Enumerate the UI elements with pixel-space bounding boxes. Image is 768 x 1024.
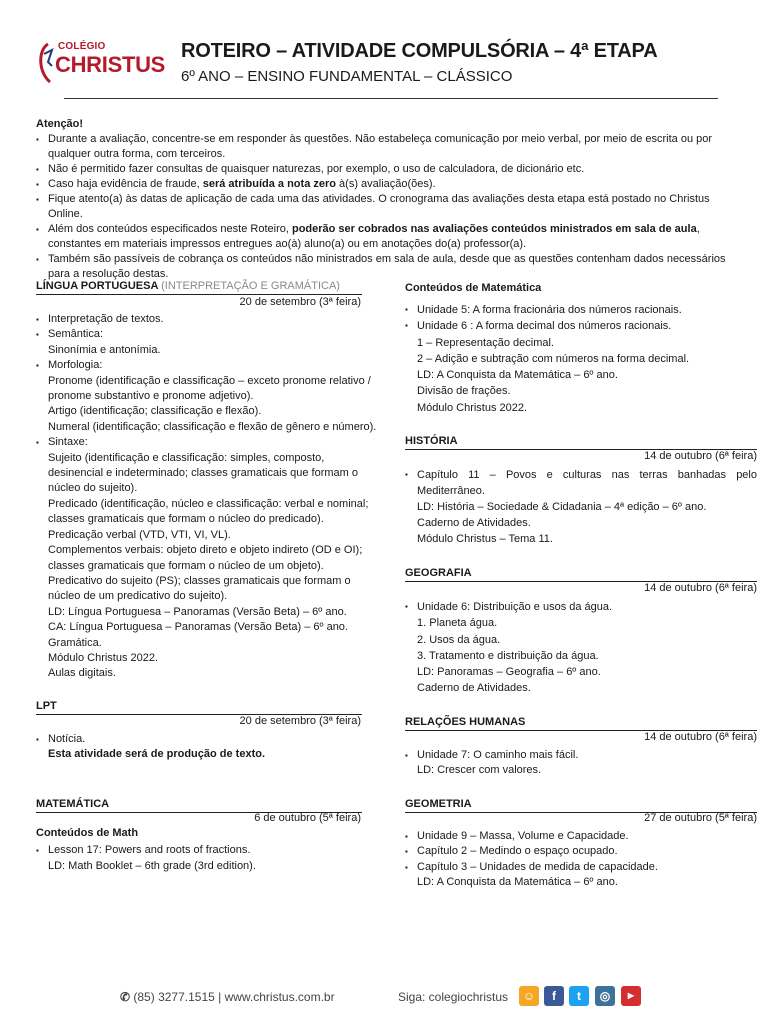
- list-item: ▪ Semântica:: [36, 327, 382, 342]
- list-item: ▪ Morfologia:: [36, 358, 382, 373]
- list-line: Divisão de frações.: [417, 385, 511, 398]
- list-item: ▪ Notícia.: [36, 732, 382, 747]
- section-date: 20 de setembro (3ª feira): [239, 715, 361, 727]
- youtube-icon[interactable]: ▶: [621, 986, 641, 1006]
- footer-phone-text: (85) 3277.1515 | www.christus.com.br: [133, 990, 335, 1004]
- section-date: 14 de outubro (6ª feira): [644, 450, 757, 462]
- list-line: Pronome (identificação e classificação – exceto pronome relativo / pronome substantivo e pronome adjetivo).: [48, 374, 371, 403]
- list-line: LD: História – Sociedade & Cidadania – 4ª edição – 6º ano.: [417, 501, 707, 513]
- lpt-content: [36, 732, 382, 763]
- attention-item: ▪ Durante a avaliação, concentre-se em responder às questões. Não estabeleça comunicação por meio verbal, por meio de escrita ou por qualquer outra forma, com terceiros.: [36, 132, 736, 162]
- section-lpt-title: LPT: [36, 700, 57, 712]
- list-item: ▪ Unidade 6 : A forma decimal dos números racionais.: [405, 318, 745, 334]
- list-item: ▪ Interpretação de textos.: [36, 312, 382, 327]
- list-line: Caderno de Atividades.: [417, 517, 531, 529]
- list-line: LD: A Conquista da Matemática – 6º ano.: [417, 369, 618, 382]
- snapchat-icon[interactable]: ☺: [519, 986, 539, 1006]
- list-item: ▪ Capítulo 3 – Unidades de medida de capacidade.: [405, 860, 757, 875]
- geometria-content: [405, 829, 757, 891]
- footer-follow: Siga: colegiochristus: [398, 990, 509, 1004]
- list-line: Módulo Christus 2022.: [48, 651, 159, 664]
- attention-heading: Atenção!: [36, 118, 84, 130]
- list-line: Sinonímia e antonímia.: [48, 343, 161, 356]
- list-line: 1. Planeta água.: [417, 617, 498, 630]
- list-line: LD: Crescer com valores.: [417, 764, 542, 777]
- geografia-content: [405, 599, 757, 697]
- section-date: 27 de outubro (5ª feira): [644, 812, 757, 824]
- attention-item: ▪ Não é permitido fazer consultas de quaisquer naturezas, por exemplo, o uso de calculadora, de dicionário etc.: [36, 162, 736, 177]
- section-geografia-title: GEOGRAFIA: [405, 567, 472, 579]
- list-line: Esta atividade será de produção de texto.: [48, 748, 266, 761]
- list-item: ▪ Sintaxe:: [36, 435, 382, 450]
- list-line: Módulo Christus 2022.: [417, 401, 528, 414]
- logo-name: CHRISTUS: [55, 52, 166, 77]
- footer-contact: [120, 990, 335, 1004]
- list-line: 3. Tratamento e distribuição da água.: [417, 649, 599, 662]
- section-date: 14 de outubro (6ª feira): [644, 582, 757, 594]
- attention-block: [36, 117, 736, 282]
- section-cont-mat-title: Conteúdos de Matemática: [405, 282, 542, 294]
- list-line: Aulas digitais.: [48, 667, 116, 680]
- instagram-icon[interactable]: ◎: [595, 986, 615, 1006]
- list-line: Predicação verbal (VTD, VTI, VI, VL).: [48, 528, 231, 541]
- list-line: Predicativo do sujeito (PS); classes gramaticais que formam o núcleo de um predicativo do sujeito).: [48, 574, 351, 603]
- list-item: ▪ Capítulo 11 – Povos e culturas nas terras banhadas pelo Mediterrâneo.: [405, 467, 757, 499]
- christus-emblem-icon: [36, 42, 54, 84]
- relacoes-content: [405, 748, 757, 779]
- list-item: ▪ Unidade 7: O caminho mais fácil.: [405, 748, 757, 763]
- section-portugues-title: LÍNGUA PORTUGUESA (INTERPRETAÇÃO E GRAMÁTICA): [36, 280, 340, 292]
- list-item: ▪ Capítulo 2 – Medindo o espaço ocupado.: [405, 844, 757, 859]
- logo-pre: COLÉGIO: [58, 41, 106, 52]
- list-line: Gramática.: [48, 636, 102, 649]
- attention-item: ▪ Caso haja evidência de fraude, será atribuída a nota zero à(s) avaliação(ões).: [36, 177, 736, 192]
- header-divider: [64, 98, 718, 99]
- list-line: LD: A Conquista da Matemática – 6º ano.: [417, 876, 618, 889]
- list-line: 2. Usos da água.: [417, 633, 501, 646]
- cont-mat-content: [405, 302, 745, 416]
- portugues-content: [36, 312, 382, 682]
- page-subtitle: 6º ANO – ENSINO FUNDAMENTAL – CLÁSSICO: [181, 68, 513, 85]
- list-line: Caderno de Atividades.: [417, 682, 531, 695]
- section-matematica-title: MATEMÁTICA: [36, 798, 110, 810]
- section-date: 20 de setembro (3ª feira): [239, 296, 361, 308]
- attention-item: ▪ Fique atento(a) às datas de aplicação de cada uma das atividades. O cronograma das avaliações desta etapa está postado no Christus Online.: [36, 192, 736, 222]
- list-line: Complementos verbais: objeto direto e objeto indireto (OD e OI); classes gramaticais que formam o núcleo de um objeto).: [48, 544, 363, 572]
- list-item: ▪ Unidade 6: Distribuição e usos da água.: [405, 599, 757, 615]
- section-date: 14 de outubro (6ª feira): [644, 731, 757, 743]
- christus-logo: [36, 40, 172, 86]
- list-line: LD: Panoramas – Geografia – 6º ano.: [417, 666, 601, 679]
- attention-item: ▪ Além dos conteúdos especificados neste Roteiro, poderão ser cobrados nas avaliações conteúdos ministrados em sala de aula, constantes em materiais impressos entregues ao(à) aluno(a) ou em anotações do(a) professor(a).: [36, 222, 736, 252]
- list-line: Artigo (identificação; classificação e flexão).: [48, 405, 262, 418]
- list-item: ▪ Lesson 17: Powers and roots of fractions.: [36, 843, 382, 858]
- list-item: ▪ Unidade 9 – Massa, Volume e Capacidade.: [405, 829, 757, 844]
- list-line: LD: Math Booklet – 6th grade (3rd edition).: [48, 859, 256, 872]
- list-line: 2 – Adição e subtração com números na forma decimal.: [417, 352, 690, 365]
- list-line: LD: Língua Portuguesa – Panoramas (Versão Beta) – 6º ano.: [48, 605, 347, 618]
- phone-icon: ✆: [120, 990, 134, 1004]
- attention-item: ▪ Também são passíveis de cobrança os conteúdos não ministrados em sala de aula, desde que as questões contenham dados necessários para a resolução destas.: [36, 252, 736, 282]
- page-title: ROTEIRO – ATIVIDADE COMPULSÓRIA – 4ª ETAPA: [181, 40, 658, 62]
- list-line: CA: Língua Portuguesa – Panoramas (Versão Beta) – 6º ano.: [48, 621, 348, 634]
- matematica-content: [36, 826, 382, 874]
- section-relacoes-title: RELAÇÕES HUMANAS: [405, 716, 526, 728]
- subsection-title: Conteúdos de Math: [36, 827, 139, 839]
- twitter-icon[interactable]: t: [569, 986, 589, 1006]
- section-date: 6 de outubro (5ª feira): [254, 812, 361, 824]
- list-line: Sujeito (identificação e classificação: simples, composto, desinencial e indeterminado; classes gramaticais que formam o núcleo do sujeito).: [48, 451, 358, 495]
- list-line: 1 – Representação decimal.: [417, 336, 554, 349]
- list-line: Numeral (identificação; classificação e flexão de gênero e número).: [48, 420, 377, 433]
- facebook-icon[interactable]: f: [544, 986, 564, 1006]
- list-line: Módulo Christus – Tema 11.: [417, 533, 553, 545]
- section-divider: [36, 294, 362, 295]
- section-historia-title: HISTÓRIA: [405, 435, 458, 447]
- list-line: Predicado (identificação, núcleo e classificação: verbal e nominal; classes gramaticais que formam o núcleo do predicado).: [48, 497, 369, 526]
- historia-content: [405, 467, 757, 547]
- list-item: ▪ Unidade 5: A forma fracionária dos números racionais.: [405, 302, 745, 318]
- section-geometria-title: GEOMETRIA: [405, 798, 472, 810]
